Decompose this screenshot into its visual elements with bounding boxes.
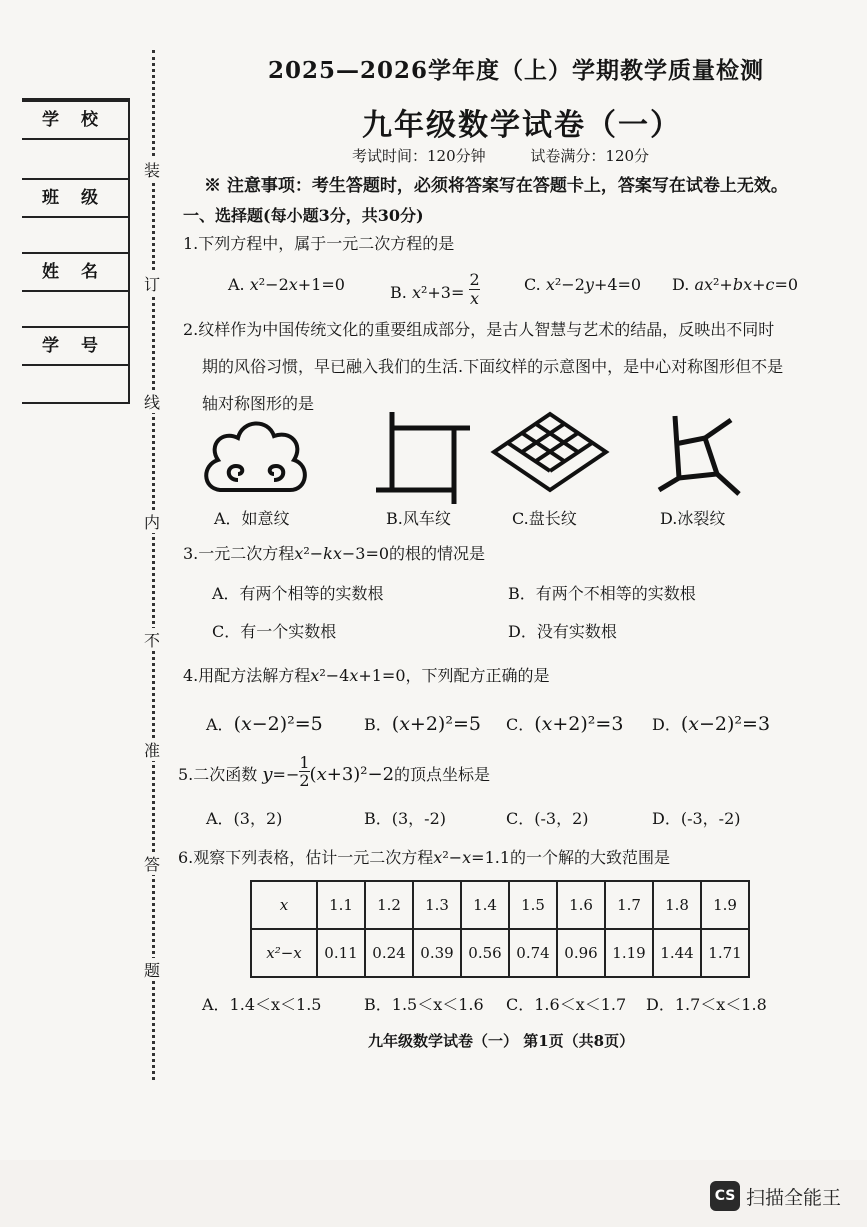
q1-option-c: C. x²−2y+4=0 xyxy=(524,275,642,294)
exam-title: 2025—2026学年度（上）学期教学质量检测 xyxy=(268,57,765,84)
q5-option-b: B．(3，-2) xyxy=(364,809,447,828)
seal-char: 装 xyxy=(140,158,164,181)
q4-option-a: A．(x−2)²=5 xyxy=(206,713,323,735)
q5-option-c: C．(-3，2) xyxy=(506,809,589,828)
seal-char: 内 xyxy=(140,510,164,533)
q6-option-b: B．1.5＜x＜1.6 xyxy=(364,995,484,1014)
table-cell: 0.56 xyxy=(461,929,509,977)
camscanner-logo-icon: CS xyxy=(710,1181,740,1211)
q2-caption-a: A．如意纹 xyxy=(214,509,290,528)
question-2-stem-3: 轴对称图形的是 xyxy=(202,394,315,413)
scanner-watermark xyxy=(710,1178,841,1214)
table-cell: 1.9 xyxy=(701,881,749,929)
info-name: 姓名 xyxy=(22,252,128,292)
info-school: 学校 xyxy=(22,100,128,140)
seal-char: 订 xyxy=(140,272,164,295)
section-heading: 一、选择题(每小题3分，共30分) xyxy=(183,206,424,225)
q3-option-a: A．有两个相等的实数根 xyxy=(212,584,384,603)
q2-caption-b: B.风车纹 xyxy=(386,509,451,528)
notice: ※ 注意事项：考生答题时，必须将答案写在答题卡上，答案写在试卷上无效。 xyxy=(204,176,788,196)
seal-char: 答 xyxy=(140,852,164,875)
exam-time: 考试时间：120分钟 xyxy=(352,147,486,165)
table-cell: 0.96 xyxy=(557,929,605,977)
question-2-stem-1: 2.纹样作为中国传统文化的重要组成部分，是古人智慧与艺术的结晶，反映出不同时 xyxy=(183,320,775,339)
seal-char: 线 xyxy=(140,390,164,413)
q2-caption-d: D.冰裂纹 xyxy=(660,509,726,528)
table-cell: 1.71 xyxy=(701,929,749,977)
seal-line xyxy=(152,50,155,1080)
table-cell: 1.19 xyxy=(605,929,653,977)
table-cell: 1.8 xyxy=(653,881,701,929)
table-header-fx: x²−x xyxy=(251,929,317,977)
scanner-brand-name: 扫描全能王 xyxy=(746,1186,842,1209)
pinwheel-pattern-figure xyxy=(372,410,472,505)
table-cell: 1.5 xyxy=(509,881,557,929)
ruyi-pattern-figure xyxy=(200,410,312,505)
q4-option-b: B．(x+2)²=5 xyxy=(364,713,481,735)
ice-crack-pattern-figure xyxy=(655,410,745,505)
q6-option-d: D．1.7＜x＜1.8 xyxy=(646,995,767,1014)
table-cell: 1.1 xyxy=(317,881,365,929)
q2-caption-c: C.盘长纹 xyxy=(512,509,577,528)
exam-score: 试卷满分：120分 xyxy=(530,147,650,165)
question-6-stem: 6.观察下列表格，估计一元二次方程x²−x=1.1的一个解的大致范围是 xyxy=(178,848,671,867)
table-header-x: x xyxy=(251,881,317,929)
q1-option-a: A. x²−2x+1=0 xyxy=(228,275,345,294)
q1-option-b: B. x²+3= $\frac{2}{x}$ xyxy=(390,270,480,308)
q6-value-table xyxy=(250,880,750,978)
table-cell: 0.11 xyxy=(317,929,365,977)
table-cell: 1.6 xyxy=(557,881,605,929)
exam-meta xyxy=(352,145,689,166)
q5-option-a: A．(3，2) xyxy=(206,809,283,828)
info-number: 学号 xyxy=(22,326,128,366)
page-footer: 九年级数学试卷（一） 第1页（共8页） xyxy=(368,1032,635,1050)
question-4-stem: 4.用配方法解方程x²−4x+1=0，下列配方正确的是 xyxy=(183,666,550,685)
seal-char: 准 xyxy=(140,738,164,761)
question-1-stem: 1.下列方程中，属于一元二次方程的是 xyxy=(183,234,455,253)
q3-option-b: B．有两个不相等的实数根 xyxy=(508,584,696,603)
q6-option-a: A．1.4＜x＜1.5 xyxy=(202,995,322,1014)
table-cell: 1.2 xyxy=(365,881,413,929)
panchang-pattern-figure xyxy=(490,410,610,495)
table-cell: 1.7 xyxy=(605,881,653,929)
table-cell: 0.24 xyxy=(365,929,413,977)
table-cell: 1.44 xyxy=(653,929,701,977)
seal-char: 题 xyxy=(140,958,164,981)
table-row xyxy=(251,881,749,929)
info-class: 班级 xyxy=(22,178,128,218)
table-cell: 1.3 xyxy=(413,881,461,929)
paper-title: 九年级数学试卷（一） xyxy=(362,108,682,143)
q3-option-c: C．有一个实数根 xyxy=(212,622,337,641)
seal-char: 不 xyxy=(140,628,164,651)
table-row xyxy=(251,929,749,977)
question-2-stem-2: 期的风俗习惯，早已融入我们的生活.下面纹样的示意图中，是中心对称图形但不是 xyxy=(202,357,784,376)
table-cell: 1.4 xyxy=(461,881,509,929)
table-cell: 0.39 xyxy=(413,929,461,977)
question-5-stem: 5.二次函数 y=− $\frac{1}{2}$ (x+3)²−2的顶点坐标是 xyxy=(178,753,491,790)
table-cell: 0.74 xyxy=(509,929,557,977)
q4-option-c: C．(x+2)²=3 xyxy=(506,713,624,735)
q6-option-c: C．1.6＜x＜1.7 xyxy=(506,995,627,1014)
q1-option-d: D. ax²+bx+c=0 xyxy=(672,275,799,294)
question-3-stem: 3.一元二次方程x²−kx−3=0的根的情况是 xyxy=(183,544,486,563)
q3-option-d: D．没有实数根 xyxy=(508,622,617,641)
q4-option-d: D．(x−2)²=3 xyxy=(652,713,771,735)
q5-option-d: D．(-3，-2) xyxy=(652,809,741,828)
student-info-box xyxy=(22,98,130,404)
